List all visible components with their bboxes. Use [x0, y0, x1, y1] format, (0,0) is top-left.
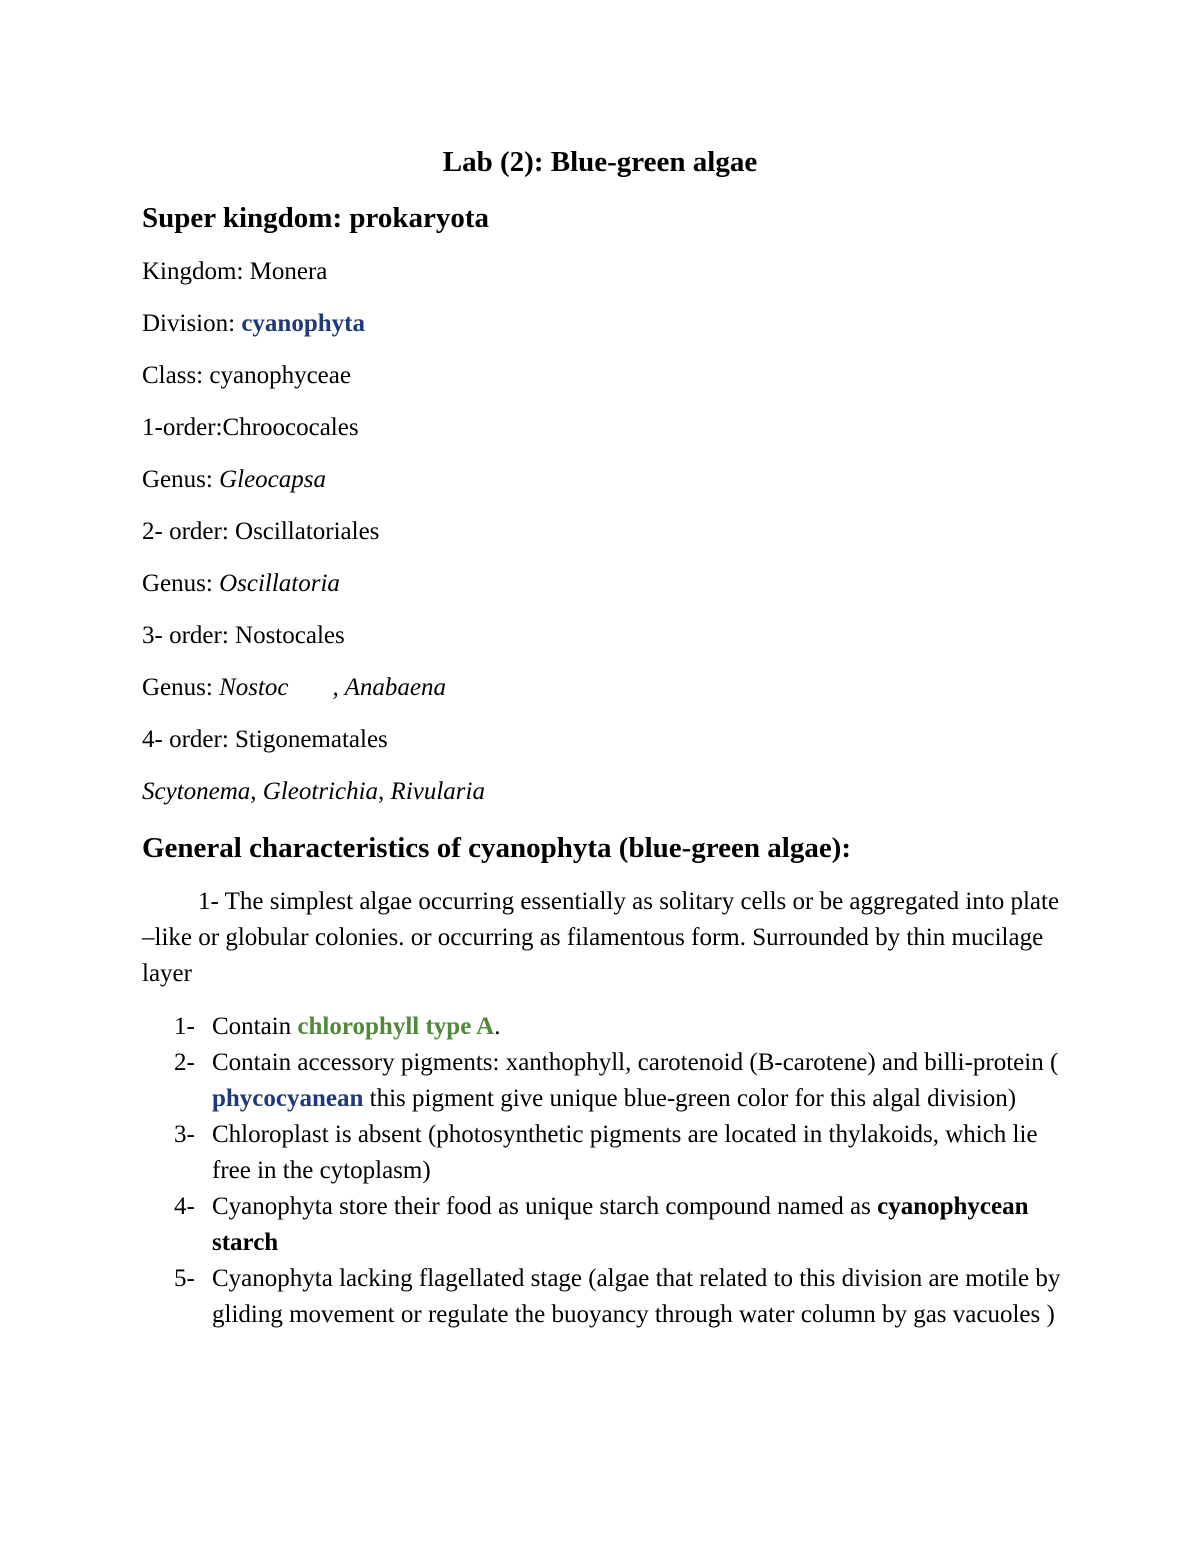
item-text-end: this pigment give unique blue-green color for this algal division): [363, 1085, 1017, 1112]
list-number: 1-: [174, 1013, 195, 1040]
genus-name: Oscillatoria: [219, 570, 340, 597]
item-text: Chloroplast is absent (photosynthetic pigments are located in thylakoids, which lie free in the cytoplasm): [212, 1121, 1038, 1184]
genus-name: Gleocapsa: [219, 466, 326, 493]
kingdom-line: Kingdom: Monera: [142, 258, 328, 285]
list-item: [142, 1261, 1072, 1333]
genus-label: Genus:: [142, 570, 220, 597]
genus-name: Nostoc: [219, 674, 289, 701]
list-number: 5-: [174, 1265, 195, 1292]
super-kingdom-heading: Super kingdom: prokaryota: [142, 202, 489, 234]
chlorophyll-highlight: chlorophyll type A: [297, 1013, 495, 1040]
section-heading: General characteristics of cyanophyta (blue-green algae):: [142, 832, 851, 864]
list-number: 3-: [174, 1121, 195, 1148]
class-line: Class: cyanophyceae: [142, 362, 351, 389]
genus-name-2: , Anabaena: [332, 674, 446, 701]
division-label: Division:: [142, 310, 242, 337]
item-text: Cyanophyta lacking flagellated stage (algae that related to this division are motile by gliding movement or regulate the buoyancy through water column by gas vacuoles ): [212, 1265, 1061, 1328]
division-value: cyanophyta: [241, 310, 365, 337]
list-item: [142, 1117, 1072, 1189]
item-text: Cyanophyta store their food as unique starch compound named as: [212, 1193, 878, 1220]
page-title: Lab (2): Blue-green algae: [442, 146, 758, 178]
list-item: [142, 1009, 1072, 1045]
list-item: [142, 1189, 1072, 1261]
genus-1: [142, 465, 326, 495]
cyanophycean-starch: cyanophycean starch: [212, 1193, 1029, 1256]
item-text: Contain: [212, 1013, 298, 1040]
phycocyanean-highlight: phycocyanean: [212, 1085, 364, 1112]
list-number: 2-: [174, 1049, 195, 1076]
order-3: 3- order: Nostocales: [142, 622, 345, 649]
list-number: 4-: [174, 1193, 195, 1220]
genus-label: Genus:: [142, 466, 220, 493]
division-line: [142, 309, 365, 339]
genus-label: Genus:: [142, 674, 220, 701]
order-1: 1-order:Chroococales: [142, 414, 359, 441]
genera-4: Scytonema, Gleotrichia, Rivularia: [142, 778, 485, 805]
characteristics-list: [142, 1009, 1072, 1333]
genus-3: [142, 673, 446, 703]
genus-2: [142, 569, 340, 599]
order-4: 4- order: Stigonematales: [142, 726, 388, 753]
intro-paragraph: 1- The simplest algae occurring essentially as solitary cells or be aggregated into plate –like or globular colonies. or occurring as filamentous form. Surrounded by thin mucilage layer: [142, 888, 1060, 987]
order-2: 2- order: Oscillatoriales: [142, 518, 380, 545]
item-text: Contain accessory pigments: xanthophyll, carotenoid (B-carotene) and billi-protein (: [212, 1049, 1059, 1076]
item-text-end: .: [494, 1013, 501, 1040]
list-item: [142, 1045, 1072, 1117]
